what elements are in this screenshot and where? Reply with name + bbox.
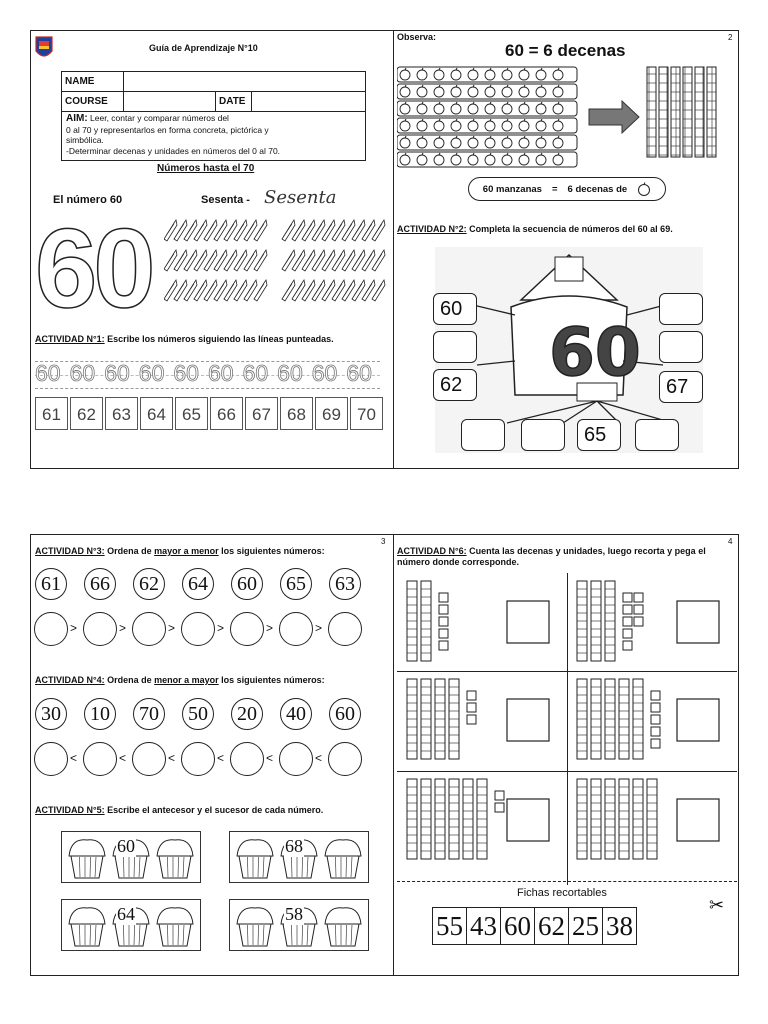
number-sequence bbox=[35, 397, 385, 430]
number-circle: 62 bbox=[133, 568, 165, 600]
unit-cube bbox=[623, 593, 632, 602]
activity1-instruction bbox=[35, 334, 334, 344]
compare-symbol: < bbox=[168, 751, 176, 765]
trace-number[interactable]: 60 bbox=[207, 360, 234, 386]
paste-target[interactable] bbox=[677, 601, 719, 643]
observe-label: Observa: bbox=[397, 32, 437, 42]
trace-number[interactable]: 60 bbox=[104, 360, 130, 386]
activity5-text: Escribe el antecesor y el sucesor de cada número. bbox=[104, 805, 324, 815]
compare-symbol: < bbox=[315, 751, 323, 765]
aim-line2: 0 al 70 y representarlos en forma concreta, pictórica y bbox=[66, 124, 269, 135]
unit-cube bbox=[651, 703, 660, 712]
compare-symbol: > bbox=[168, 621, 176, 635]
activity4-key: menor a mayor bbox=[154, 675, 219, 685]
page-number-2: 2 bbox=[728, 33, 733, 42]
activity6-instruction bbox=[397, 546, 735, 568]
paste-target[interactable] bbox=[677, 799, 719, 841]
unit-cube bbox=[623, 629, 632, 638]
number-circle: 64 bbox=[182, 568, 214, 600]
cutout-chips bbox=[432, 907, 637, 945]
tens-units-cell bbox=[407, 779, 549, 859]
unit-cube bbox=[623, 641, 632, 650]
sequence-number: 69 bbox=[315, 397, 348, 430]
paste-target[interactable] bbox=[677, 699, 719, 741]
sequence-box-2[interactable] bbox=[433, 331, 477, 363]
unit-cube bbox=[439, 629, 448, 638]
aim-box bbox=[61, 111, 366, 161]
compare-symbol: > bbox=[119, 621, 127, 635]
sequence-number: 63 bbox=[105, 397, 138, 430]
date-field[interactable] bbox=[252, 92, 366, 112]
activity4-post: los siguientes números: bbox=[218, 675, 325, 685]
compare-symbol: > bbox=[315, 621, 323, 635]
unit-cube bbox=[634, 593, 643, 602]
unit-cube bbox=[467, 715, 476, 724]
school-logo bbox=[35, 35, 53, 61]
trace-numbers[interactable] bbox=[35, 360, 376, 387]
number-circle: 60 bbox=[329, 698, 361, 730]
tens-units-cell bbox=[577, 779, 719, 859]
number-circle: 50 bbox=[182, 698, 214, 730]
crayons-illustration bbox=[164, 217, 390, 307]
activity3-instruction bbox=[35, 546, 325, 556]
number-heading: El número 60 bbox=[53, 194, 123, 206]
caption-equals: = bbox=[551, 183, 558, 195]
answer-circle[interactable] bbox=[34, 742, 68, 776]
base-ten-blocks bbox=[397, 573, 737, 879]
compare-symbol: > bbox=[217, 621, 225, 635]
sequence-box-9[interactable]: 65 bbox=[577, 419, 621, 451]
tens-units-cell bbox=[577, 679, 719, 759]
page-number-4: 4 bbox=[728, 537, 733, 546]
activity3-pre: Ordena de bbox=[104, 546, 155, 556]
decenas-heading: 60 = 6 decenas bbox=[505, 41, 626, 60]
paste-target[interactable] bbox=[507, 699, 549, 741]
cursive-word: Sesenta bbox=[264, 187, 337, 208]
trace-number[interactable]: 60 bbox=[173, 360, 199, 386]
activity6-label: ACTIVIDAD N°6: bbox=[397, 546, 467, 556]
activity2-text: Completa la secuencia de números del 60 al 69. bbox=[466, 224, 673, 234]
caption-left: 60 manzanas bbox=[482, 183, 542, 195]
predecessor-slot[interactable] bbox=[232, 832, 278, 882]
number-circle: 65 bbox=[280, 568, 312, 600]
cutout-chip[interactable]: 55 bbox=[433, 908, 467, 944]
trace-number[interactable]: 60 bbox=[277, 360, 303, 386]
number-circle: 63 bbox=[329, 568, 361, 600]
sequence-number: 61 bbox=[35, 397, 68, 430]
number-circle: 70 bbox=[133, 698, 165, 730]
successor-slot[interactable] bbox=[322, 900, 368, 950]
name-label: NAME bbox=[62, 72, 124, 92]
trace-number[interactable]: 60 bbox=[69, 360, 96, 386]
sequence-number: 66 bbox=[210, 397, 243, 430]
activity4-label: ACTIVIDAD N°4: bbox=[35, 675, 105, 685]
trace-row bbox=[35, 361, 380, 389]
aim-line3: simbólica. bbox=[66, 135, 104, 145]
sequence-box-7[interactable] bbox=[461, 419, 505, 451]
unit-cube bbox=[439, 617, 448, 626]
sequence-box-3[interactable]: 62 bbox=[433, 369, 477, 401]
answer-circle[interactable] bbox=[83, 612, 117, 646]
activity5-label: ACTIVIDAD N°5: bbox=[35, 805, 105, 815]
sequence-box-6[interactable]: 67 bbox=[659, 371, 703, 403]
activity2-label: ACTIVIDAD N°2: bbox=[397, 224, 467, 234]
predecessor-slot[interactable] bbox=[64, 832, 110, 882]
trace-number[interactable]: 60 bbox=[138, 360, 165, 386]
cutout-chip[interactable]: 60 bbox=[501, 908, 535, 944]
cupcake-number: 60 bbox=[117, 836, 135, 856]
sequence-box-4[interactable] bbox=[659, 293, 703, 325]
cutout-chip[interactable]: 43 bbox=[467, 908, 501, 944]
cutout-chip[interactable]: 62 bbox=[535, 908, 569, 944]
answer-circle[interactable] bbox=[279, 612, 313, 646]
activity3-post: los siguientes números: bbox=[218, 546, 325, 556]
tens-units-cell bbox=[577, 581, 719, 661]
sequence-number: 65 bbox=[175, 397, 208, 430]
number-circle: 30 bbox=[35, 698, 67, 730]
predecessor-slot[interactable] bbox=[232, 900, 278, 950]
cupcake-card bbox=[229, 831, 369, 883]
sequence-number: 67 bbox=[245, 397, 278, 430]
answer-circle[interactable] bbox=[279, 742, 313, 776]
unit-cube bbox=[623, 617, 632, 626]
sequence-number: 68 bbox=[280, 397, 313, 430]
sheet-divider bbox=[393, 535, 394, 975]
sequence-box-1[interactable]: 60 bbox=[433, 293, 477, 325]
paste-target[interactable] bbox=[507, 601, 549, 643]
answer-circle[interactable] bbox=[181, 742, 215, 776]
cutouts-title: Fichas recortables bbox=[517, 887, 607, 899]
activity2-instruction bbox=[397, 224, 673, 234]
cupcake-number: 68 bbox=[285, 836, 303, 856]
worksheet-top bbox=[30, 30, 739, 469]
activity4-pre: Ordena de bbox=[104, 675, 155, 685]
apples-to-tens-illustration bbox=[397, 65, 727, 169]
unit-cube bbox=[634, 617, 643, 626]
cupcake-number: 58 bbox=[285, 904, 303, 924]
trace-number[interactable]: 60 bbox=[242, 360, 269, 386]
answer-circle[interactable] bbox=[328, 612, 362, 646]
activity6-text: Cuenta las decenas y unidades, luego recorta y pega el número donde corresponde. bbox=[397, 546, 706, 567]
number-circle: 40 bbox=[280, 698, 312, 730]
paste-target[interactable] bbox=[507, 799, 549, 841]
caption-right: 6 decenas de bbox=[567, 183, 628, 195]
sequence-number: 70 bbox=[350, 397, 383, 430]
course-label: COURSE bbox=[62, 92, 124, 112]
trace-number[interactable]: 60 bbox=[35, 360, 61, 386]
compare-symbol: < bbox=[70, 751, 78, 765]
unit-cube bbox=[467, 703, 476, 712]
big-outline-number: 60 bbox=[35, 206, 152, 331]
page-number-3: 3 bbox=[381, 537, 386, 546]
unit-cube bbox=[439, 605, 448, 614]
apples-caption bbox=[468, 177, 666, 201]
predecessor-slot[interactable] bbox=[64, 900, 110, 950]
cupcake-card bbox=[61, 831, 201, 883]
unit-cube bbox=[439, 641, 448, 650]
activity5-instruction bbox=[35, 805, 323, 815]
activity3-key: mayor a menor bbox=[154, 546, 219, 556]
scissors-icon: ✂ bbox=[709, 895, 725, 915]
cupcake-card bbox=[61, 899, 201, 951]
tens-units-grid bbox=[397, 573, 737, 885]
school-sign-number: 60 bbox=[549, 314, 641, 391]
answer-circle[interactable] bbox=[132, 742, 166, 776]
course-field[interactable] bbox=[124, 92, 216, 112]
activity4-instruction bbox=[35, 675, 325, 685]
compare-symbol: < bbox=[217, 751, 225, 765]
sequence-number: 64 bbox=[140, 397, 173, 430]
unit-cube bbox=[623, 605, 632, 614]
guide-title: Guía de Aprendizaje N°10 bbox=[149, 43, 258, 53]
number-circle: 66 bbox=[84, 568, 116, 600]
unit-cube bbox=[651, 727, 660, 736]
compare-symbol: < bbox=[266, 751, 274, 765]
aim-line4: -Determinar decenas y unidades en números del 0 al 70. bbox=[66, 145, 281, 156]
successor-slot[interactable] bbox=[154, 900, 200, 950]
unit-cube bbox=[495, 803, 504, 812]
number-circle: 20 bbox=[231, 698, 263, 730]
activity3-label: ACTIVIDAD N°3: bbox=[35, 546, 105, 556]
cutout-chip[interactable]: 38 bbox=[606, 911, 633, 941]
unit-cube bbox=[495, 791, 504, 800]
student-info-table bbox=[61, 71, 366, 112]
unit-cube bbox=[467, 691, 476, 700]
activity1-label: ACTIVIDAD N°1: bbox=[35, 334, 105, 344]
name-field[interactable] bbox=[124, 72, 366, 92]
sheet-divider bbox=[393, 31, 394, 468]
successor-slot[interactable] bbox=[322, 832, 368, 882]
number-circle: 61 bbox=[35, 568, 67, 600]
unit-cube bbox=[651, 739, 660, 748]
word-heading: Sesenta - bbox=[201, 194, 250, 206]
apple-icon bbox=[637, 182, 651, 196]
worksheet-bottom bbox=[30, 534, 739, 976]
unit-cube bbox=[439, 593, 448, 602]
cutout-chip[interactable]: 25 bbox=[569, 908, 603, 944]
tens-units-cell bbox=[407, 679, 549, 759]
cupcake-number: 64 bbox=[117, 904, 135, 924]
unit-cube bbox=[634, 605, 643, 614]
answer-circle[interactable] bbox=[181, 612, 215, 646]
answer-circle[interactable] bbox=[328, 742, 362, 776]
successor-slot[interactable] bbox=[154, 832, 200, 882]
aim-line1: Leer, contar y comparar números del bbox=[87, 113, 229, 123]
compare-symbol: > bbox=[70, 621, 78, 635]
unit-cube bbox=[651, 691, 660, 700]
answer-circle[interactable] bbox=[230, 612, 264, 646]
cupcake-card bbox=[229, 899, 369, 951]
unit-cube bbox=[651, 715, 660, 724]
aim-label: AIM: bbox=[66, 113, 88, 124]
trace-number[interactable]: 60 bbox=[311, 360, 338, 386]
date-label: DATE bbox=[216, 92, 252, 112]
activity1-text: Escribe los números siguiendo las líneas punteadas. bbox=[104, 334, 334, 344]
sequence-box-8[interactable] bbox=[521, 419, 565, 451]
tens-units-cell bbox=[407, 581, 549, 661]
answer-circle[interactable] bbox=[34, 612, 68, 646]
compare-symbol: > bbox=[266, 621, 274, 635]
sequence-box-5[interactable] bbox=[659, 331, 703, 363]
number-circle: 60 bbox=[231, 568, 263, 600]
answer-circle[interactable] bbox=[132, 612, 166, 646]
compare-symbol: < bbox=[119, 751, 127, 765]
answer-circle[interactable] bbox=[83, 742, 117, 776]
answer-circle[interactable] bbox=[230, 742, 264, 776]
subtitle: Números hasta el 70 bbox=[157, 163, 255, 174]
sequence-number: 62 bbox=[70, 397, 103, 430]
number-circle: 10 bbox=[84, 698, 116, 730]
sequence-box-10[interactable] bbox=[635, 419, 679, 451]
trace-number[interactable]: 60 bbox=[346, 360, 372, 386]
